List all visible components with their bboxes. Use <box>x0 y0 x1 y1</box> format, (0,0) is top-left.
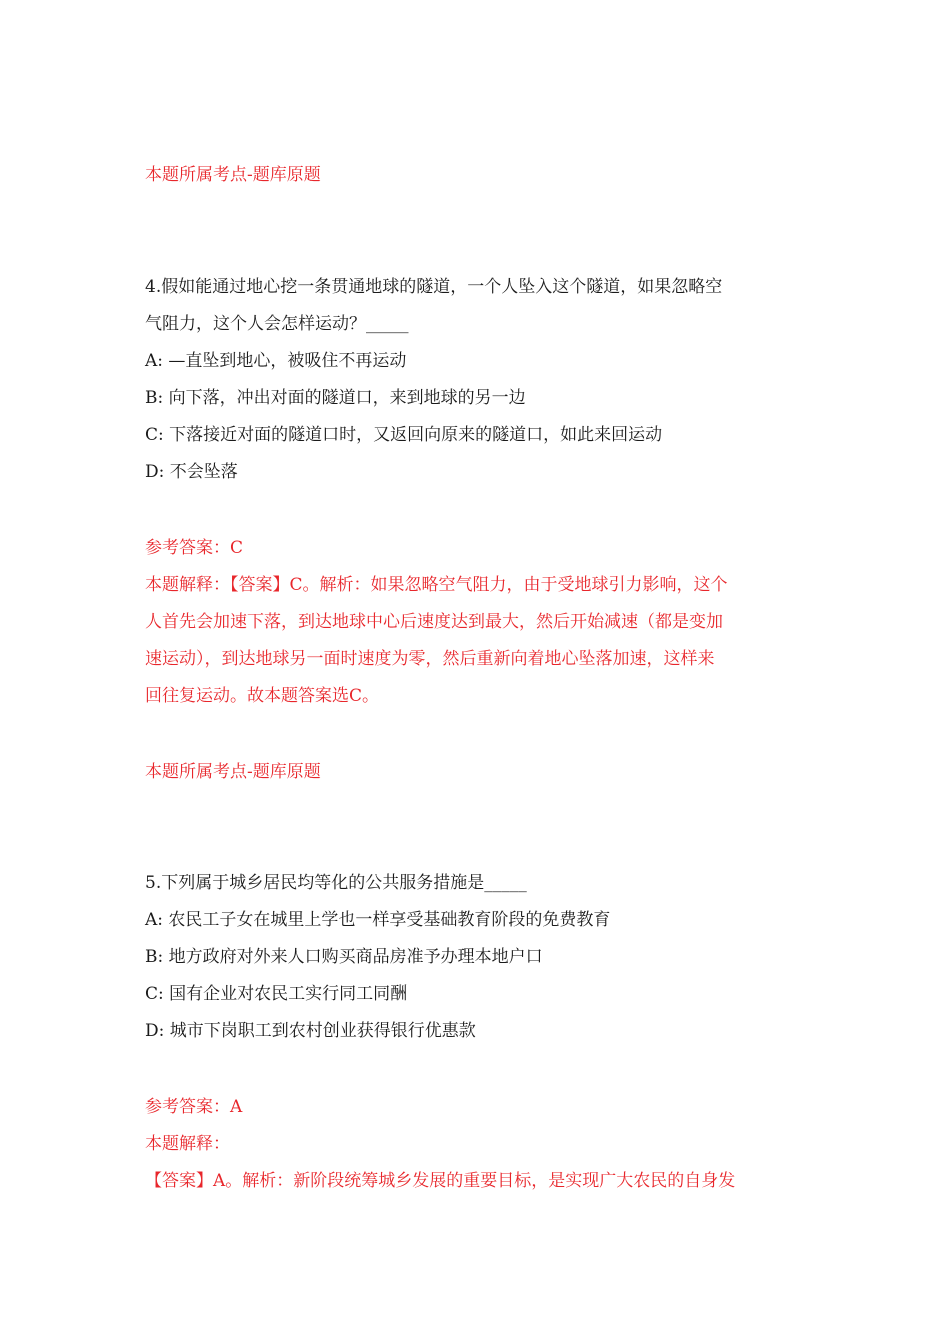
reference-answer: 参考答案：A <box>145 1097 243 1117</box>
option-d: D: 不会坠落 <box>145 462 238 482</box>
explanation-label: 本题解释： <box>145 1134 230 1154</box>
explanation-line: 本题解释：【答案】C。解析：如果忽略空气阻力，由于受地球引力影响，这个 <box>145 575 728 595</box>
question-stem: 气阻力，这个人会怎样运动？_____ <box>145 314 409 334</box>
option-d: D: 城市下岗职工到农村创业获得银行优惠款 <box>145 1021 476 1041</box>
option-c: C: 国有企业对农民工实行同工同酬 <box>145 984 408 1004</box>
explanation-line: 人首先会加速下落，到达地球中心后速度达到最大，然后开始减速（都是变加 <box>145 612 723 632</box>
reference-answer: 参考答案：C <box>145 538 244 558</box>
explanation-line: 回往复运动。故本题答案选C。 <box>145 686 380 706</box>
source-label: 本题所属考点-题库原题 <box>145 762 321 782</box>
option-a: A: 农民工子女在城里上学也一样享受基础教育阶段的免费教育 <box>145 910 611 930</box>
option-b: B: 向下落，冲出对面的隧道口，来到地球的另一边 <box>145 388 526 408</box>
source-label: 本题所属考点-题库原题 <box>145 165 321 185</box>
option-c: C: 下落接近对面的隧道口时，又返回向原来的隧道口，如此来回运动 <box>145 425 663 445</box>
option-a: A: —直坠到地心，被吸住不再运动 <box>145 351 407 371</box>
explanation-line: 【答案】A。解析：新阶段统筹城乡发展的重要目标，是实现广大农民的自身发 <box>145 1171 736 1191</box>
question-stem: 5.下列属于城乡居民均等化的公共服务措施是_____ <box>145 873 527 893</box>
option-b: B: 地方政府对外来人口购买商品房准予办理本地户口 <box>145 947 543 967</box>
question-stem: 4.假如能通过地心挖一条贯通地球的隧道，一个人坠入这个隧道，如果忽略空 <box>145 277 723 297</box>
explanation-line: 速运动），到达地球另一面时速度为零，然后重新向着地心坠落加速，这样来 <box>145 649 715 669</box>
